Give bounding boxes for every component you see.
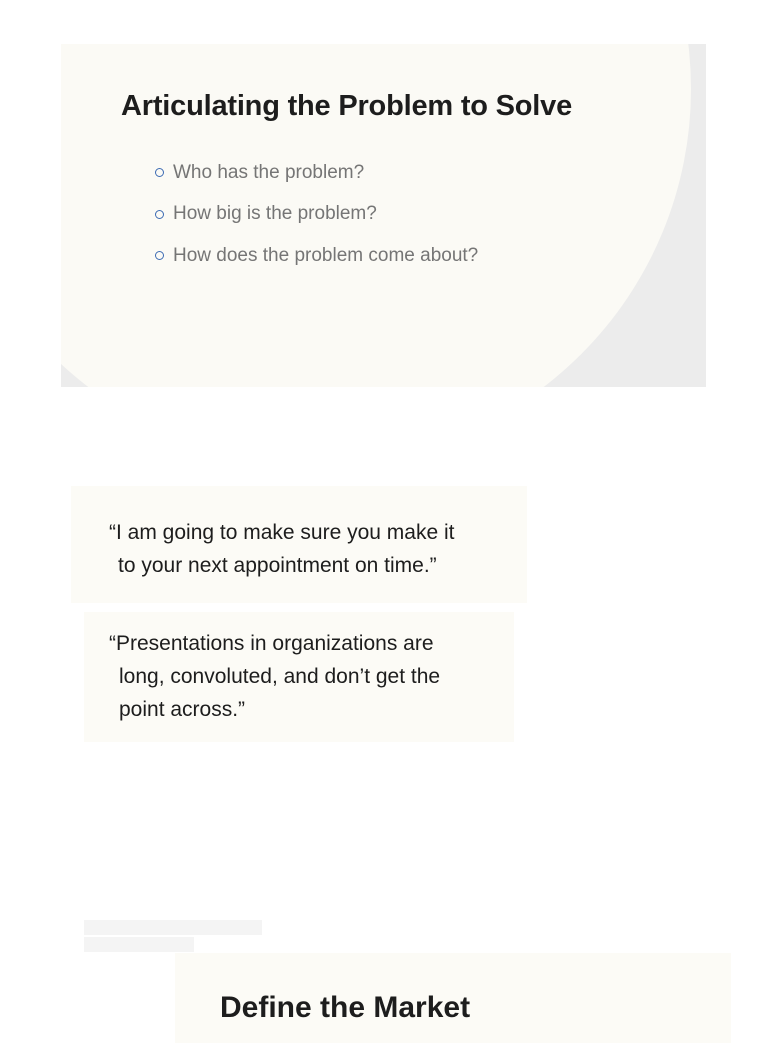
quote-card-appointment — [71, 486, 527, 603]
slide-title: Articulating the Problem to Solve — [121, 90, 573, 122]
quote-line: long, convoluted, and don’t get the — [119, 665, 441, 688]
circle-bullet-icon — [155, 168, 164, 177]
circle-bullet-icon — [155, 210, 164, 219]
circle-bullet-icon — [155, 251, 164, 260]
quote-line: to your next appointment on time.” — [118, 554, 437, 577]
list-item — [155, 194, 478, 236]
slide-title: Define the Market — [220, 991, 471, 1024]
text-placeholder-bar — [84, 920, 262, 935]
list-item — [155, 152, 478, 194]
bullet-text: How big is the problem? — [173, 203, 377, 225]
quote-line: “Presentations in organizations are — [109, 632, 434, 655]
list-item — [155, 235, 478, 277]
slide-problem — [61, 44, 706, 387]
quote-line: point across.” — [119, 698, 246, 721]
slide-define-market — [175, 953, 731, 1043]
quote-line: “I am going to make sure you make it — [109, 521, 455, 544]
quote-card-presentations — [84, 612, 514, 742]
bullet-list — [155, 152, 478, 277]
text-placeholder-bar — [84, 937, 194, 952]
bullet-text: Who has the problem? — [173, 161, 365, 183]
bullet-text: How does the problem come about? — [173, 244, 479, 266]
